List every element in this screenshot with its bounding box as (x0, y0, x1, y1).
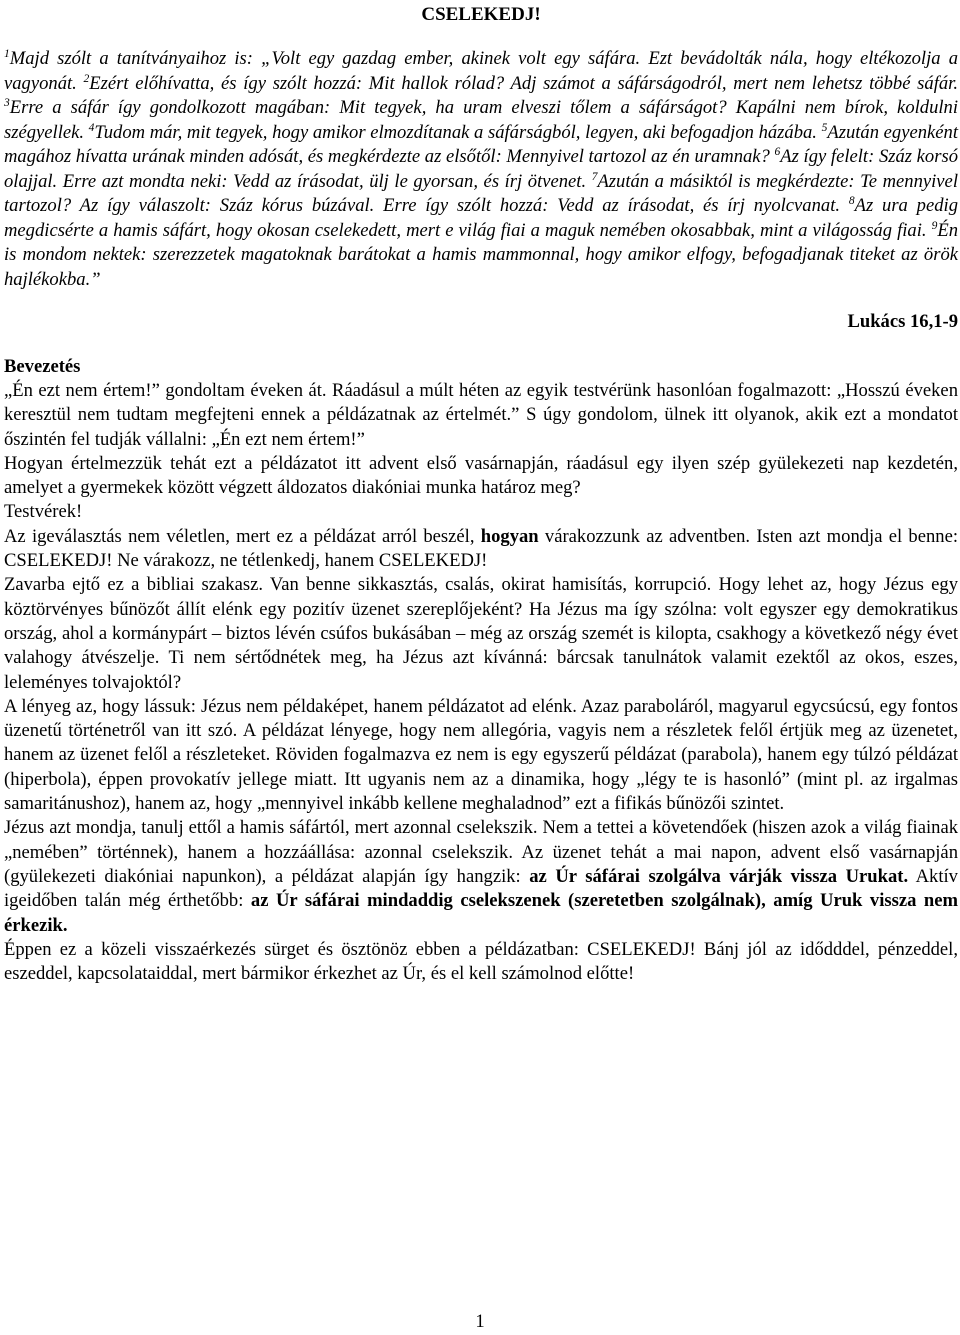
paragraph (4, 816, 958, 937)
paragraph: A lényeg az, hogy lássuk: Jézus nem példaképet, hanem példázatot ad elénk. Azaz paraboláról, magyarul egycsúcsú, egy fontos üzenetű történetről van itt szó. A példázat lényege, hogy nem allegória, vagyis nem a részletek felől értjük meg az üzenetet, hanem az üzenet felől a részleteket. Röviden fogalmazva ez nem is egy egyszerű példázat (parabola), hanem egy túlzó példázat (hiperbola), éppen provokatív jellege miatt. Itt ugyanis nem az a dinamika, hogy „légy te is hasonló” (mint pl. az irgalmas samaritánushoz), hanem az, hogy „mennyivel inkább kellene meghaladnod” ezt a fifikás bűnözői szintet. (4, 695, 958, 815)
verse-number: 5 (821, 121, 828, 134)
scripture-reference: Lukács 16,1-9 (847, 311, 958, 332)
verse-text: Majd szólt a tanítványaihoz is: „Volt egy gazdag ember, akinek volt egy sáfára. Ezt bevádolták nála, hogy eltékozolja a vagyonát. (4, 48, 958, 94)
paragraph-text: Az igeválasztás nem véletlen, mert ez a példázat arról beszél, (4, 525, 481, 547)
verse-text: Az ura pedig megdicsérte a hamis sáfárt, hogy okosan cselekedett, mert e világ fiai a maguk nemében okosabbak, mint a világosság fiai. (4, 195, 958, 241)
verse-number: 3 (4, 97, 10, 109)
scripture-passage (4, 47, 958, 292)
paragraph (4, 525, 958, 574)
page-number: 1 (475, 1311, 485, 1332)
verse-text: Tudom már, mit tegyek, hogy amikor elmozdítanak a sáfárságból, legyen, aki befogadjon házába. (94, 121, 822, 143)
verse-number: 8 (848, 195, 855, 207)
verse-text: Én is mondom nektek: szerezzetek magatoknak barátokat a hamis mammonnal, hogy amikor elfogy, befogadjanak titeket az örök hajlékokba.” (4, 219, 958, 290)
paragraph: „Én ezt nem értem!” gondoltam éveken át. Ráadásul a múlt héten az egyik testvérünk hasonlóan fogalmazott: „Hosszú éveken keresztül nem tudtam megfejteni ennek a példázatnak az értelmét.” S úgy gondolom, ülnek itt olyanok, akik ezt a mondatot őszintén fel tudják vállalni: „Én ezt nem értem!” (4, 380, 958, 450)
verse-number: 7 (591, 170, 598, 183)
emphasis-text: az Úr sáfárai szolgálva várják vissza Urukat. (529, 865, 909, 887)
verse-text: Erre a sáfár így gondolkozott magában: Mit tegyek, ha uram elveszi tőlem a sáfárságot? Kapálni nem bírok, koldulni szégyellek. (4, 97, 958, 143)
paragraph-text: várakozzunk az adventben. Isten azt mondja el benne: CSELEKEDJ! Ne várakozz, ne tétlenkedj, hanem CSELEKEDJ! (4, 525, 958, 572)
document-title: CSELEKEDJ! (421, 4, 541, 25)
emphasis-text: hogyan (480, 525, 539, 547)
verse-number: 6 (774, 146, 781, 158)
paragraph-text: Aktív igeidőben talán még érthetőbb: (4, 865, 958, 912)
verse-text: Az így felelt: Száz korsó olajjal. Erre azt mondta neki: Vedd az írásodat, ülj le gyorsan, és írj ötvenet. (4, 146, 958, 192)
paragraph-text: Jézus azt mondja, tanulj ettől a hamis sáfártól, mert azonnal cselekszik. Nem a tettei a követendőek (hiszen azok a világ fiainak „nemében” történnek), hanem a hozzáállása: azonnal cselekszik. Az üzenet tehát a mai napon, advent első vasárnapján (gyülekezeti diakóniai napunkon), a példázat alapján így hangzik: (4, 817, 958, 887)
verse-number: 4 (88, 121, 95, 134)
paragraph: Zavarba ejtő ez a bibliai szakasz. Van benne sikkasztás, csalás, okirat hamisítás, korrupció. Hogy lehet az, hogy Jézus egy köztörvényes bűnözőt állít elénk egy pozitív üzenet szereplőjeként? Ha Jézus ma így szólna: volt egyszer egy demokratikus ország, ahol a kormánypárt – biztos lévén csúfos bukásában – még az ország szemét is kilopta, csakhogy a következő négy évet valahogy átvészelje. Ti nem sértődnétek meg, ha Jézus azt kívánná: bárcsak tanulnátok valamit ezektől az okos, eszes, leleményes tolvajoktól? (4, 574, 958, 693)
document-page (4, 0, 958, 986)
verse-text: Ezért előhívatta, és így szólt hozzá: Mit hallok rólad? Adj számot a sáfárságodról, mert nem lehetsz többé sáfár. (89, 72, 959, 94)
paragraph: Éppen ez a közeli visszaérkezés sürget és ösztönöz ebben a példázatban: CSELEKEDJ! Bánj jól az idődddel, pénzeddel, eszeddel, kapcsolataiddal, mert bármikor érkezhet az Úr, és el kell számolnod előtte! (4, 938, 958, 985)
verse-text: Azután a másiktól is megkérdezte: Te mennyivel tartozol? Az így válaszolt: Száz kórus búzával. Erre így szólt hozzá: Vedd az írásodat, és írj nyolcvanat. (4, 170, 958, 216)
verse-number: 2 (83, 72, 90, 85)
verse-number: 1 (4, 48, 10, 60)
paragraph: Hogyan értelmezzük tehát ezt a példázatot itt advent első vasárnapján, ráadásul egy ilyen szép gyülekezeti nap kezdetén, amelyet a gyermekek között végzett áldozatos diakóniai munka határoz meg? (4, 452, 958, 499)
section-heading: Bevezetés (4, 356, 81, 377)
verse-text: Azután egyenként magához hívatta urának minden adósát, és megkérdezte az elsőtől: Mennyivel tartozol az én uramnak? (4, 121, 958, 167)
verse-number: 9 (931, 219, 938, 232)
emphasis-text: az Úr sáfárai mindaddig cselekszenek (szeretetben szolgálnak), amíg Uruk vissza nem érkezik. (4, 890, 958, 936)
paragraph: Testvérek! (4, 501, 83, 523)
